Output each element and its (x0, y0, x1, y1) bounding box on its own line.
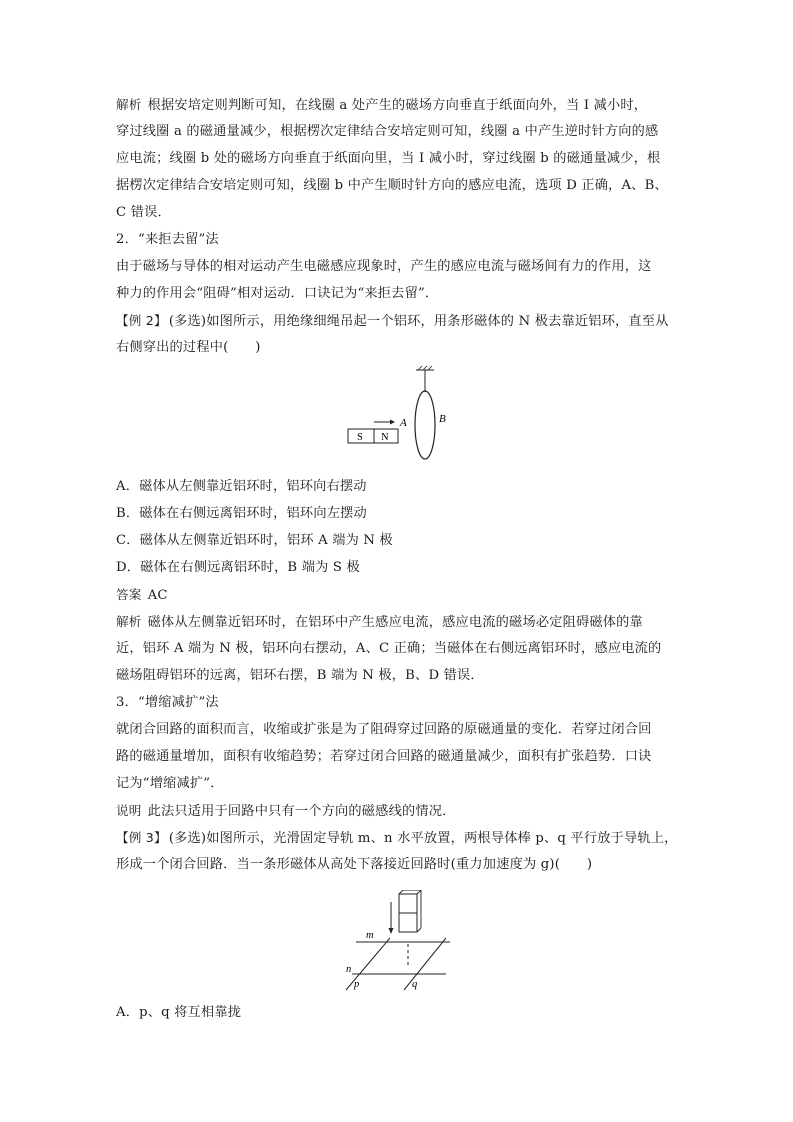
analysis-line-4: 据楞次定律结合安培定则可知，线圈 b 中产生顺时针方向的感应电流，选项 D 正确，A、B、 (116, 178, 668, 193)
section-3-line-2: 路的磁通量增加，面积有收缩趋势；若穿过闭合回路的磁通量减少，面积有扩张趋势．口诀 (116, 749, 652, 764)
section-2-line-1: 由于磁场与导体的相对运动产生电磁感应现象时，产生的感应电流与磁场间有力的作用，这 (116, 259, 652, 274)
magnet-bottom-block (399, 913, 417, 932)
label-p: p (354, 979, 360, 990)
example-2-line-2: 右侧穿出的过程中( ) (116, 340, 261, 355)
ex2-analysis-label: 解析 (116, 614, 142, 629)
label-s: S (357, 432, 363, 443)
note-line: 说明 此法只适用于回路中只有一个方向的磁感线的情况． (116, 803, 456, 819)
magnet-top-edge-right (417, 890, 421, 894)
analysis-line-3: 应电流；线圈 b 处的磁场方向垂直于纸面向里，当 I 减小时，穿过线圈 b 的磁通量减少，根 (116, 151, 661, 166)
section-2-heading: 2．“来拒去留”法 (116, 232, 219, 247)
ex3-option-a: A．p、q 将互相靠拢 (116, 1005, 242, 1020)
note-label: 说明 (116, 803, 142, 818)
label-n: n (346, 964, 352, 975)
option-d: D．磁体在右侧远离铝环时，B 端为 S 极 (116, 560, 360, 575)
magnet-top-block (399, 894, 417, 913)
example-3-line-2: 形成一个闭合回路．当一条形磁体从高处下落接近回路时(重力加速度为 g)( ) (116, 857, 593, 872)
aluminum-ring (415, 391, 435, 459)
example-3-line-1: 【例 3】 (多选)如图所示，光滑固定导轨 m、n 水平放置，两根导体棒 p、q 平行放于导轨上， (116, 830, 678, 846)
example-2-line-1: 【例 2】 (多选)如图所示，用绝缘细绳吊起一个铝环，用条形磁体的 N 极去靠近铝环，直至从 (116, 313, 669, 329)
rod-p (346, 938, 390, 990)
section-3-heading: 3．“增缩减扩”法 (116, 695, 219, 710)
analysis-line-2: 穿过线圈 a 的磁通量减少，根据楞次定律结合安培定则可知，线圈 a 中产生逆时针方向的感 (116, 124, 659, 139)
label-q: q (412, 979, 418, 990)
label-b: B (439, 413, 446, 425)
ceiling-hatch (418, 366, 432, 370)
magnet-bottom-edge (417, 928, 421, 932)
answer-value: AC (147, 588, 168, 603)
magnet-ring-figure (340, 366, 460, 470)
fall-arrow-head-icon (389, 928, 394, 934)
label-m: m (366, 930, 374, 941)
ex2-analysis-line-3: 磁场阻碍铝环的远离，铝环右摆，B 端为 N 极，B、D 错误． (116, 668, 484, 683)
arrow-head-icon (390, 420, 395, 425)
section-3-line-1: 就闭合回路的面积而言，收缩或扩张是为了阻碍穿过回路的原磁通量的变化．若穿过闭合回 (116, 722, 652, 737)
option-a: A．磁体从左侧靠近铝环时，铝环向右摆动 (116, 479, 367, 494)
option-c: C．磁体从左侧靠近铝环时，铝环 A 端为 N 极 (116, 533, 393, 548)
label-a: A (400, 417, 407, 429)
analysis-label: 解析 (116, 97, 142, 112)
answer-line (116, 586, 684, 605)
example-2-tag: 【例 2】 (116, 313, 167, 328)
section-3-line-3: 记为“增缩减扩”． (116, 776, 224, 791)
magnet-top-edge-left (399, 890, 403, 894)
label-n: N (381, 432, 389, 443)
analysis-line-5: C 错误． (116, 205, 171, 220)
option-b: B．磁体在右侧远离铝环时，铝环向左摆动 (116, 506, 367, 521)
answer-label: 答案 (116, 587, 142, 602)
section-2-line-2: 种力的作用会“阻碍”相对运动．口诀记为“来拒去留”． (116, 286, 439, 301)
ex2-analysis-line-2: 近，铝环 A 端为 N 极，铝环向右摆动，A、C 正确；当磁体在右侧远离铝环时，感应电流的 (116, 641, 662, 656)
rod-q (404, 938, 446, 990)
rails-magnet-figure (336, 890, 460, 994)
example-3-tag: 【例 3】 (116, 830, 167, 845)
analysis-line-1: 解析 根据安培定则判断可知，在线圈 a 处产生的磁场方向垂直于纸面向外，当 I 减小时， (116, 97, 648, 113)
ex2-analysis-line-1: 解析 磁体从左侧靠近铝环时，在铝环中产生感应电流，感应电流的磁场必定阻碍磁体的靠 (116, 614, 643, 630)
